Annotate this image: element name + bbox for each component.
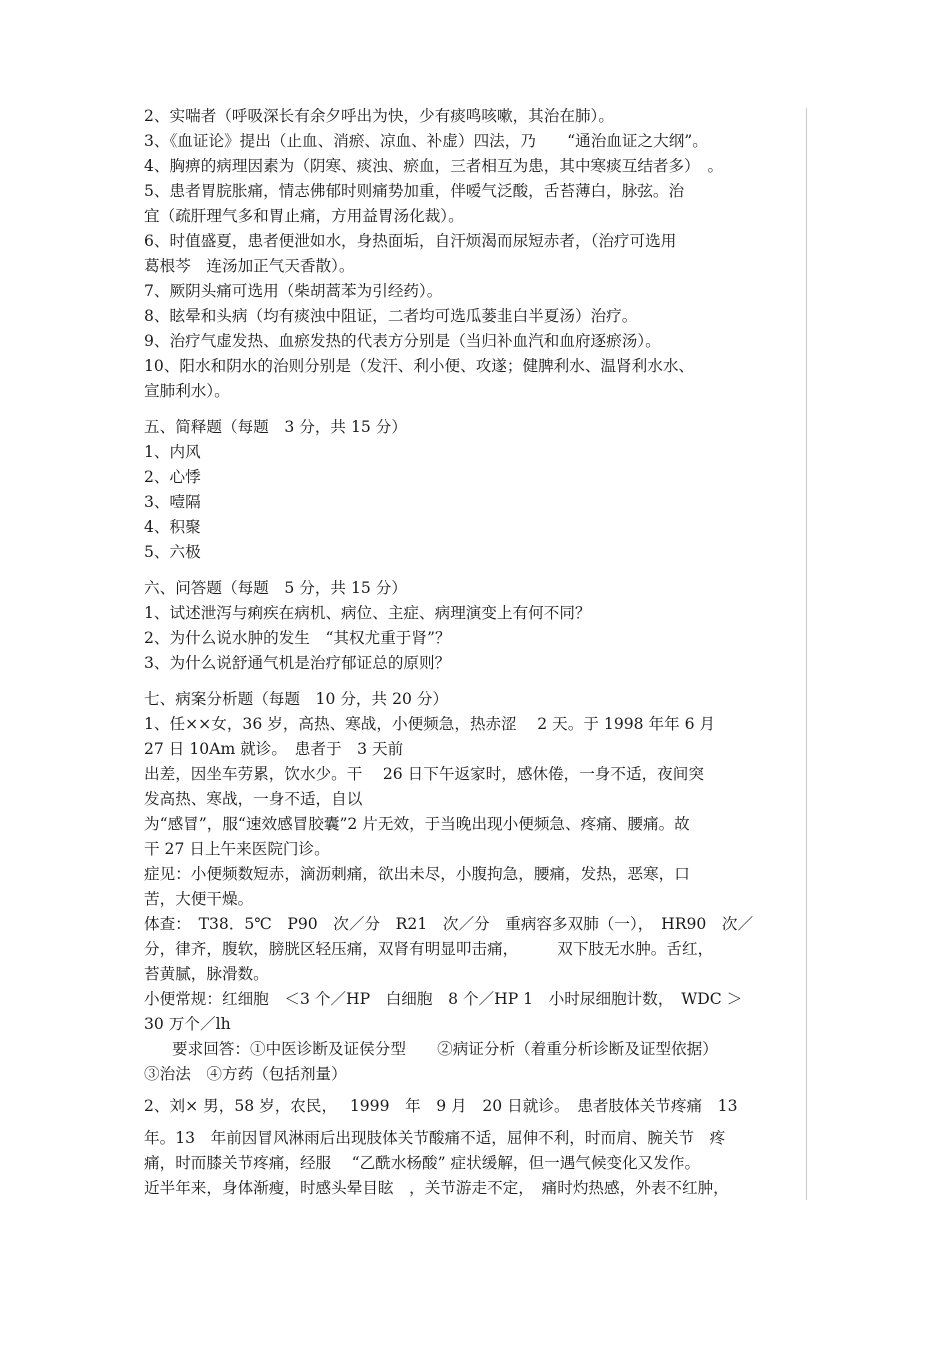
text-line: 8、眩晕和头病（均有痰浊中阻证，二者均可选瓜蒌韭白半夏汤）治疗。 — [144, 307, 638, 325]
text-line: 宣肺利水）。 — [144, 382, 230, 400]
answer-requirement: 要求回答：①中医诊断及证侯分型 ②病证分析（着重分析诊断及证型依据） — [172, 1040, 718, 1058]
text-line: 9、治疗气虚发热、血瘀发热的代表方分别是（当归补血汽和血府逐瘀汤）。 — [144, 332, 661, 350]
section-7 — [144, 687, 809, 1201]
text-line: 苦，大便干燥。 — [144, 890, 254, 908]
text-line: 7、厥阴头痛可选用（柴胡蒿苯为引经药）。 — [144, 282, 443, 300]
fill-blank-answers — [144, 104, 809, 404]
text-line: 小便常规：红细胞 ＜3 个／HP 白细胞 8 个／HP 1 小时尿细胞计数， WDC ＞ — [144, 990, 743, 1008]
list-item: 2、心悸 — [144, 468, 201, 486]
text-line: 干 27 日上午来医院门诊。 — [144, 840, 330, 858]
list-item: 3、噎隔 — [144, 493, 201, 511]
text-line: 6、时值盛夏，患者便泄如水，身热面垢，自汗烦渴而尿短赤者，（治疗可选用 — [144, 232, 677, 250]
text-line: 宜（疏肝理气多和胃止痛，方用益胃汤化裁）。 — [144, 207, 464, 225]
list-item: 5、六极 — [144, 543, 201, 561]
answer-requirement-2: ③治法 ④方药（包括剂量） — [144, 1065, 347, 1083]
text-line: 5、患者胃脘胀痛，情志佛郁时则痛势加重，伴嗳气泛酸，舌苔薄白，脉弦。治 — [144, 182, 685, 200]
text-line: 3、《血证论》提出（止血、消瘀、凉血、补虚）四法，乃 “通治血证之大纲”。 — [144, 132, 708, 150]
section-5 — [144, 415, 809, 565]
list-item: 2、为什么说水肿的发生 “其权尤重于肾”？ — [144, 629, 451, 647]
text-line: 症见：小便频数短赤，滴沥刺痛，欲出未尽，小腹拘急，腰痛，发热，恶寒，口 — [144, 865, 690, 883]
text-line: 年。13 年前因冒风淋雨后出现肢体关节酸痛不适，屈伸不利，时而肩、腕关节 疼 — [144, 1129, 726, 1147]
text-line: 为“感冒”，服“速效感冒胶囊”2 片无效，于当晚出现小便频急、疼痛、腰痛。故 — [144, 815, 690, 833]
case-2 — [144, 1094, 809, 1201]
text-line: 葛根芩 连汤加正气天香散）。 — [144, 257, 355, 275]
text-line: 2、实喘者（呼吸深长有余夕呼出为快，少有痰鸣咳嗽，其治在肺）。 — [144, 107, 614, 125]
list-item: 3、为什么说舒通气机是治疗郁证总的原则？ — [144, 654, 451, 672]
text-line: 近半年来，身体渐瘦，时感头晕目眩 ，关节游走不定， 痛时灼热感，外表不红肿， — [144, 1179, 729, 1197]
text-line: 痛，时而膝关节疼痛，经服 “乙酰水杨酸” 症状缓解，但一遇气候变化又发作。 — [144, 1154, 701, 1172]
list-item: 4、积聚 — [144, 518, 201, 536]
text-line: 30 万个／lh — [144, 1015, 231, 1033]
case-1 — [144, 712, 809, 1087]
text-line: 10、阳水和阴水的治则分别是（发汗、利小便、攻遂；健脾利水、温肾利水水、 — [144, 357, 695, 375]
text-line: 发高热、寒战，一身不适，自以 — [144, 790, 363, 808]
text-line: 4、胸痹的病理因素为（阴寒、痰浊、瘀血，三者相互为患，其中寒痰互结者多） 。 — [144, 157, 724, 175]
text-line: 分，律齐，腹软，膀胱区轻压痛，双肾有明显叩击痛， 双下肢无水肿。舌红， — [144, 940, 714, 958]
text-line: 出差，因坐车劳累，饮水少。干 26 日下午返家时，感休倦，一身不适，夜间突 — [144, 765, 704, 783]
section-title: 六、问答题（每题 5 分，共 15 分） — [144, 579, 407, 597]
text-line: 27 日 10Am 就诊。 患者于 3 天前 — [144, 740, 404, 758]
list-item: 1、内风 — [144, 443, 201, 461]
text-line: 苔黄腻，脉滑数。 — [144, 965, 269, 983]
text-line: 1、任××女，36 岁，高热、寒战，小便频急，热赤涩 2 天。于 1998 年年 6 月 — [144, 715, 716, 733]
list-item: 1、试述泄泻与痢疾在病机、病位、主症、病理演变上有何不同？ — [144, 604, 591, 622]
text-line: 体查： T38．5℃ P90 次／分 R21 次／分 重病容多双肺（一）， HR90 次／ — [144, 915, 754, 933]
text-line: 2、刘× 男，58 岁，农民， 1999 年 9 月 20 日就诊。 患者肢体关节疼痛 13 — [144, 1097, 738, 1115]
section-title: 五、简释题（每题 3 分，共 15 分） — [144, 418, 407, 436]
section-6 — [144, 576, 809, 676]
section-title: 七、病案分析题（每题 10 分，共 20 分） — [144, 690, 449, 708]
document-body — [144, 104, 809, 1201]
